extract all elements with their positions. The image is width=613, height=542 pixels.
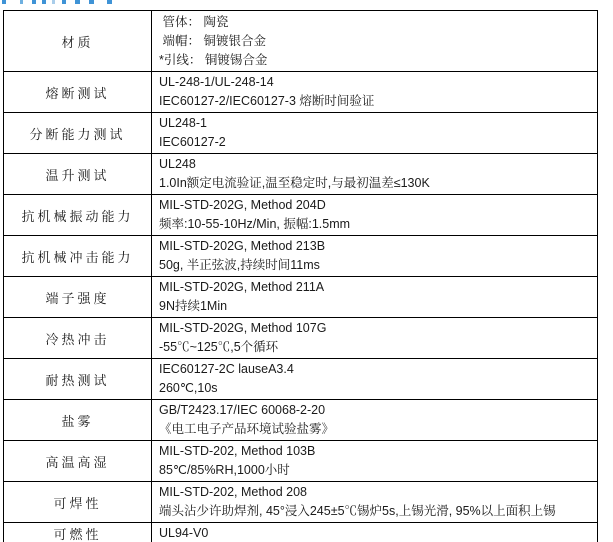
value-line: IEC60127-2/IEC60127-3 熔断时间验证 — [159, 94, 375, 108]
table-row — [4, 236, 598, 277]
row-value — [152, 441, 598, 482]
row-value — [152, 236, 598, 277]
row-label: 抗机械振动能力 — [4, 195, 152, 236]
table-row — [4, 441, 598, 482]
table-row — [4, 400, 598, 441]
value-line: GB/T2423.17/IEC 60068-2-20 — [159, 403, 326, 417]
row-value — [152, 277, 598, 318]
row-label: 可焊性 — [4, 482, 152, 523]
value-line: UL-248-1/UL-248-14 — [159, 75, 274, 89]
value-line: 管体： 陶瓷 — [159, 14, 229, 29]
value-line: MIL-STD-202G, Method 211A — [159, 280, 325, 294]
row-label: 可燃性 — [4, 523, 152, 542]
value-line: 85℃/85%RH,1000小时 — [159, 463, 290, 477]
row-value — [152, 154, 598, 195]
table-row — [4, 154, 598, 195]
spec-table — [3, 10, 598, 542]
row-value — [152, 318, 598, 359]
row-label: 材质 — [4, 11, 152, 72]
row-label: 冷热冲击 — [4, 318, 152, 359]
value-line: 端帽： 铜镀银合金 — [159, 33, 266, 48]
value-line: 1.0In额定电流验证,温至稳定时,与最初温差≤130K — [159, 176, 430, 190]
clipped-blue-heading-fragment — [2, 0, 118, 4]
table-row — [4, 482, 598, 523]
row-label: 高温高湿 — [4, 441, 152, 482]
value-line: 50g, 半正弦波,持续时间11ms — [159, 258, 320, 272]
table-row — [4, 72, 598, 113]
value-line: MIL-STD-202, Method 103B — [159, 444, 316, 458]
value-line: MIL-STD-202, Method 208 — [159, 485, 307, 499]
row-value — [152, 113, 598, 154]
value-line: *引线： 铜镀锡合金 — [159, 52, 268, 67]
row-value — [152, 195, 598, 236]
table-row — [4, 11, 598, 72]
table-row — [4, 195, 598, 236]
value-line: 9N持续1Min — [159, 299, 228, 313]
row-value — [152, 11, 598, 72]
value-line: UL94-V0 — [159, 526, 209, 540]
value-line: 频率:10-55-10Hz/Min, 振幅:1.5mm — [159, 217, 351, 231]
row-label: 耐热测试 — [4, 359, 152, 400]
table-row — [4, 113, 598, 154]
table-row — [4, 318, 598, 359]
row-label: 抗机械冲击能力 — [4, 236, 152, 277]
value-line: 260℃,10s — [159, 381, 218, 395]
value-line: UL248 — [159, 157, 196, 171]
row-label: 分断能力测试 — [4, 113, 152, 154]
value-line: -55℃~125℃,5个循环 — [159, 340, 279, 354]
table-row — [4, 277, 598, 318]
row-label: 温升测试 — [4, 154, 152, 195]
value-line: UL248-1 — [159, 116, 207, 130]
row-value — [152, 72, 598, 113]
row-label: 端子强度 — [4, 277, 152, 318]
value-line: 端头沾少许助焊剂, 45°浸入245±5℃锡炉5s,上锡光滑, 95%以上面积上锡 — [159, 504, 556, 518]
value-line: 《电工电子产品环境试验盐雾》 — [159, 422, 335, 436]
value-line: IEC60127-2C lauseA3.4 — [159, 362, 294, 376]
row-value — [152, 359, 598, 400]
value-line: MIL-STD-202G, Method 204D — [159, 198, 326, 212]
row-label: 盐雾 — [4, 400, 152, 441]
value-line: MIL-STD-202G, Method 107G — [159, 321, 327, 335]
table-row — [4, 359, 598, 400]
table-row — [4, 523, 598, 542]
value-line: MIL-STD-202G, Method 213B — [159, 239, 326, 253]
row-value — [152, 482, 598, 523]
value-line: IEC60127-2 — [159, 135, 226, 149]
row-value — [152, 400, 598, 441]
row-label: 熔断测试 — [4, 72, 152, 113]
row-value — [152, 523, 598, 542]
